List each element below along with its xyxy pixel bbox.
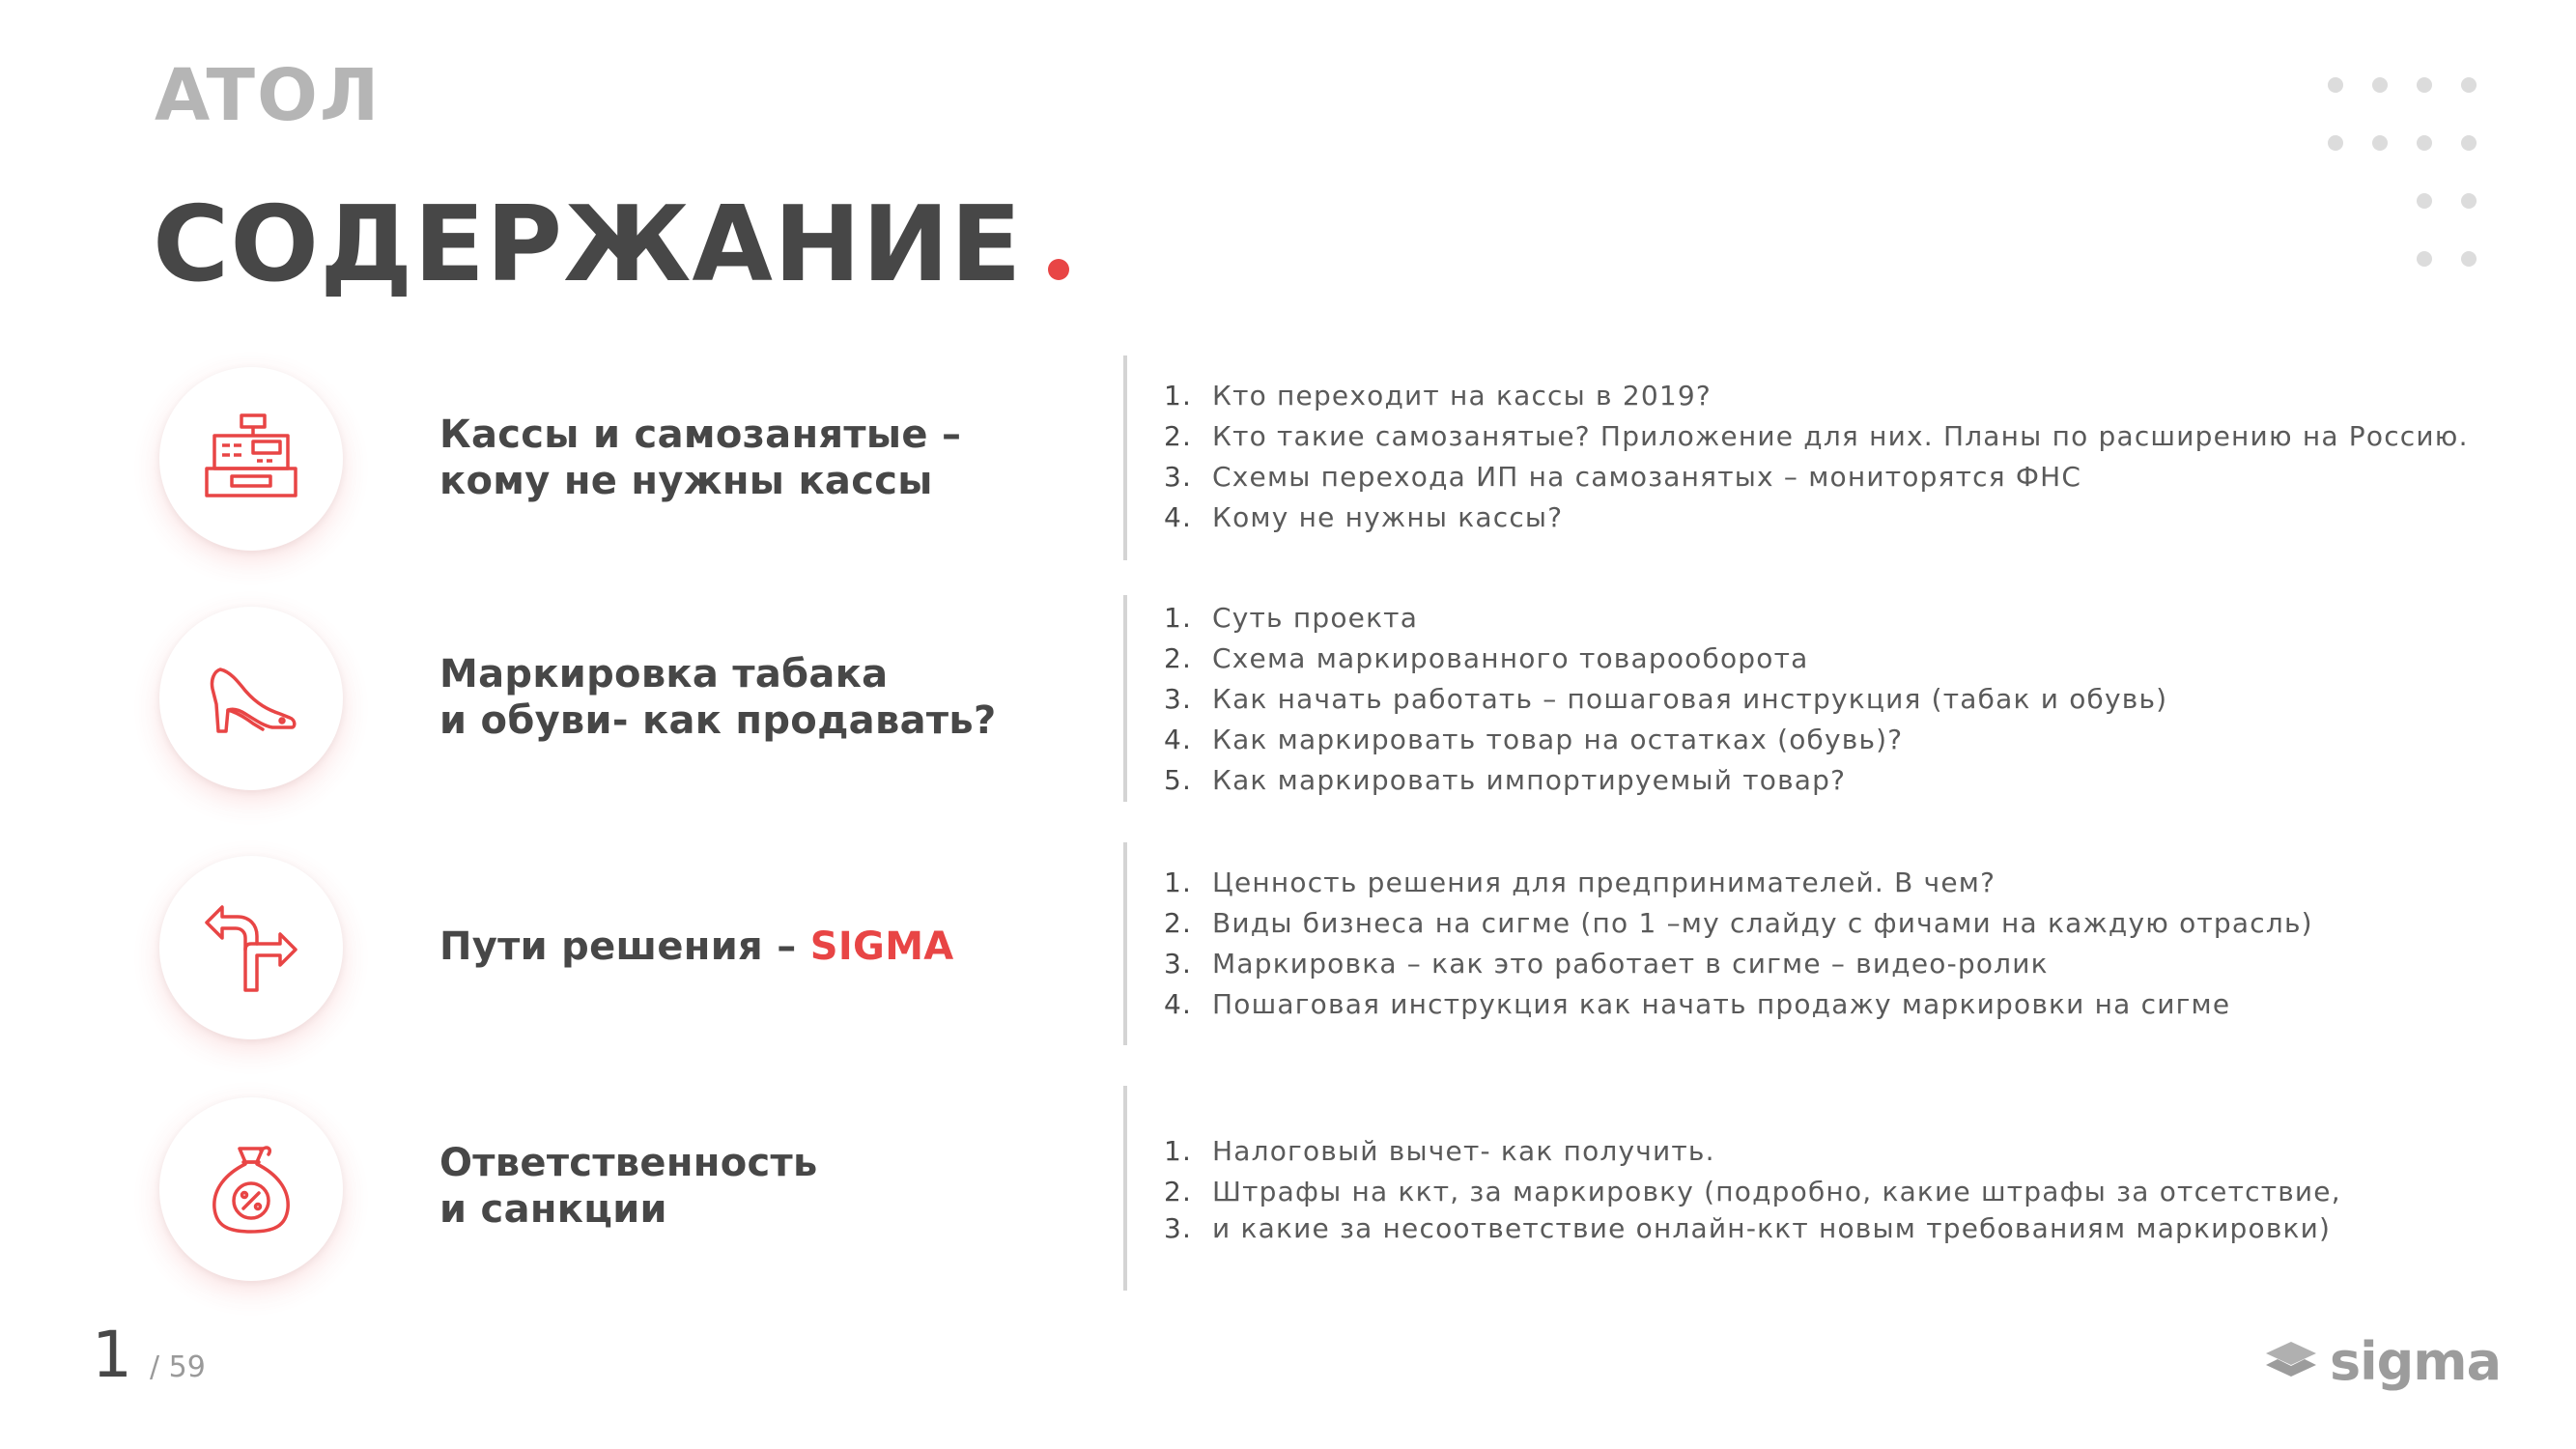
heading-line: кому не нужны кассы bbox=[439, 459, 933, 503]
topic-list bbox=[1164, 862, 2313, 1024]
section-heading bbox=[439, 923, 954, 970]
aton-logo: ATOЛ bbox=[155, 54, 382, 137]
page-title: СОДЕРЖАНИЕ bbox=[153, 185, 1023, 305]
list-item: 2. Виды бизнеса на сигме (по 1 –му слайду с фичами на каждую отрасль) bbox=[1164, 906, 2313, 939]
heading-text: Пути решения – bbox=[439, 924, 810, 969]
cash-register-icon-circle bbox=[159, 367, 343, 551]
list-item: 1. Налоговый вычет- как получить. bbox=[1164, 1134, 1715, 1167]
high-heel-shoe-icon bbox=[203, 650, 299, 747]
list-item: 4. Пошаговая инструкция как начать продажу маркировки на сигме bbox=[1164, 987, 2231, 1020]
topic-list bbox=[1164, 1130, 2341, 1244]
divider-line bbox=[1123, 1086, 1127, 1291]
page-title-wrap bbox=[153, 185, 1069, 305]
page-current: 1 bbox=[92, 1318, 132, 1392]
section-heading bbox=[439, 412, 961, 504]
heading-line: Маркировка табака bbox=[439, 652, 889, 696]
page-counter bbox=[92, 1318, 206, 1392]
list-item: 2. Схема маркированного товарооборота bbox=[1164, 641, 1809, 674]
divider-line bbox=[1123, 355, 1127, 560]
decorative-dot-grid bbox=[2308, 77, 2482, 270]
list-item: 5. Как маркировать импортируемый товар? bbox=[1164, 763, 1847, 796]
sigma-brand-text: sigma bbox=[2330, 1331, 2502, 1392]
shoe-icon-circle bbox=[159, 607, 343, 790]
list-item: 3. Как начать работать – пошаговая инструкция (табак и обувь) bbox=[1164, 682, 2168, 715]
title-dot bbox=[1048, 259, 1069, 280]
arrows-icon-circle bbox=[159, 856, 343, 1039]
sigma-mark-icon bbox=[2260, 1338, 2322, 1386]
heading-line: Кассы и самозанятые – bbox=[439, 412, 962, 457]
cash-register-icon bbox=[203, 411, 299, 507]
section-heading bbox=[439, 651, 996, 744]
direction-arrows-icon bbox=[203, 899, 299, 996]
divider-line bbox=[1123, 842, 1127, 1045]
topic-list bbox=[1164, 375, 2469, 537]
list-item: 3. Схемы перехода ИП на самозанятых – мониторятся ФНС bbox=[1164, 460, 2082, 493]
page-total: / 59 bbox=[150, 1350, 206, 1384]
money-bag-percent-icon bbox=[203, 1141, 299, 1237]
heading-accent-sigma: SIGMA bbox=[809, 924, 954, 969]
sigma-logo bbox=[2260, 1331, 2501, 1392]
topic-list bbox=[1164, 597, 2167, 800]
list-item: 1. Кто переходит на кассы в 2019? bbox=[1164, 379, 1712, 412]
list-item: 4. Кому не нужны кассы? bbox=[1164, 500, 1564, 533]
list-item: 1. Ценность решения для предпринимателей. В чем? bbox=[1164, 866, 1996, 898]
section-heading bbox=[439, 1140, 818, 1233]
list-item: 4. Как маркировать товар на остатках (обувь)? bbox=[1164, 723, 1904, 755]
list-item: 3. и какие за несоответствие онлайн-ккт новым требованиям маркировки) bbox=[1164, 1211, 2332, 1244]
list-item: 2. Кто такие самозанятые? Приложение для них. Планы по расширению на Россию. bbox=[1164, 419, 2469, 452]
list-item: 1. Суть проекта bbox=[1164, 601, 1419, 634]
list-item: 2. Штрафы на ккт, за маркировку (подробно, какие штрафы за отсетствие, bbox=[1164, 1175, 2341, 1208]
heading-line: Ответственность bbox=[439, 1141, 818, 1185]
heading-line: и обуви- как продавать? bbox=[439, 698, 997, 743]
divider-line bbox=[1123, 595, 1127, 802]
list-item: 3. Маркировка – как это работает в сигме – видео-ролик bbox=[1164, 947, 2049, 980]
money-bag-icon-circle bbox=[159, 1097, 343, 1281]
heading-line: и санкции bbox=[439, 1187, 667, 1232]
